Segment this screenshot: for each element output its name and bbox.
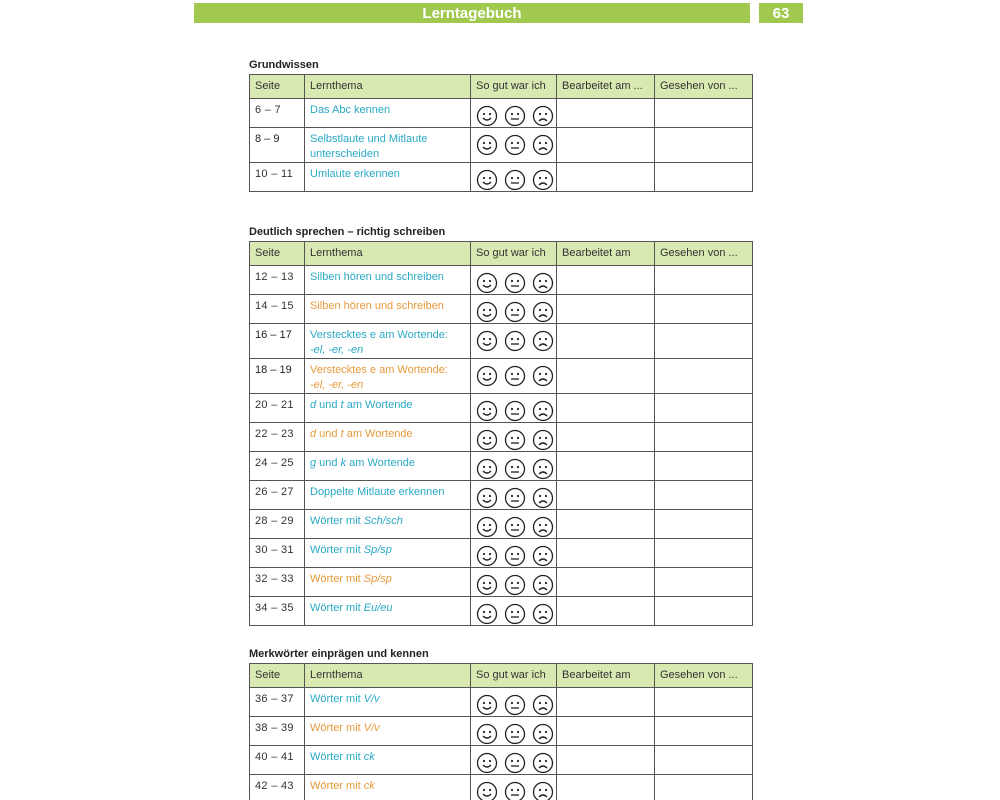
topic-cell: [305, 295, 471, 324]
page-range-cell: 12 – 13: [250, 266, 305, 295]
topic-suffixes: -el, -er, -en: [310, 379, 364, 391]
edited-date-cell[interactable]: [557, 266, 655, 295]
happy-face-icon[interactable]: [476, 272, 498, 294]
seen-by-cell[interactable]: [655, 510, 753, 539]
column-header: Gesehen von ...: [655, 75, 753, 99]
seen-by-cell[interactable]: [655, 688, 753, 717]
rating-cell: [471, 481, 557, 510]
neutral-face-icon[interactable]: [504, 169, 526, 191]
topic-cell: [305, 481, 471, 510]
page-number-badge: [759, 3, 803, 23]
seen-by-cell[interactable]: [655, 394, 753, 423]
rating-cell: [471, 717, 557, 746]
topic-emphasis: V/v: [363, 693, 380, 705]
seen-by-cell[interactable]: [655, 539, 753, 568]
table-row: [250, 394, 753, 423]
topic-letter: t: [340, 399, 344, 411]
topic-cell: [305, 717, 471, 746]
section-merkwoerter: [249, 647, 752, 800]
page-range-cell: 40 – 41: [250, 746, 305, 775]
edited-date-cell[interactable]: [557, 128, 655, 163]
seen-by-cell[interactable]: [655, 295, 753, 324]
sad-face-icon[interactable]: [532, 429, 554, 451]
rating-cell: [471, 324, 557, 359]
seen-by-cell[interactable]: [655, 99, 753, 128]
happy-face-icon[interactable]: [476, 301, 498, 323]
topic-letter: d: [310, 399, 317, 411]
rating-cell: [471, 510, 557, 539]
table-row: [250, 510, 753, 539]
seen-by-cell[interactable]: [655, 597, 753, 626]
edited-date-cell[interactable]: [557, 481, 655, 510]
seen-by-cell[interactable]: [655, 266, 753, 295]
table-row: [250, 568, 753, 597]
rating-cell: [471, 688, 557, 717]
edited-date-cell[interactable]: [557, 539, 655, 568]
learning-table: [249, 74, 753, 192]
seen-by-cell[interactable]: [655, 163, 753, 192]
table-row: [250, 539, 753, 568]
table-row: [250, 597, 753, 626]
sad-face-icon[interactable]: [532, 723, 554, 745]
rating-cell: [471, 359, 557, 394]
seen-by-cell[interactable]: [655, 128, 753, 163]
neutral-face-icon[interactable]: [504, 301, 526, 323]
topic-text: am Wortende: [343, 428, 413, 440]
topic-text: am Wortende: [346, 457, 415, 469]
table-row: [250, 99, 753, 128]
topic-suffixes: -el, -er, -en: [310, 344, 364, 356]
topic-cell: [305, 510, 471, 539]
column-header: So gut war ich: [471, 242, 557, 266]
topic-cell: [305, 266, 471, 295]
neutral-face-icon[interactable]: [504, 272, 526, 294]
rating-cell: [471, 295, 557, 324]
edited-date-cell[interactable]: [557, 568, 655, 597]
neutral-face-icon[interactable]: [504, 574, 526, 596]
seen-by-cell[interactable]: [655, 359, 753, 394]
column-header: Lernthema: [305, 75, 471, 99]
topic-emphasis: V/v: [363, 722, 380, 734]
section-title: Merkwörter einprägen und kennen: [249, 648, 429, 660]
seen-by-cell[interactable]: [655, 324, 753, 359]
page-range-cell: 28 – 29: [250, 510, 305, 539]
seen-by-cell[interactable]: [655, 775, 753, 800]
section-grundwissen: [249, 58, 752, 192]
edited-date-cell[interactable]: [557, 324, 655, 359]
topic-cell: [305, 324, 471, 359]
table-row: [250, 688, 753, 717]
topic-text: Silben hören und schreiben: [310, 300, 444, 312]
topic-letter: k: [340, 457, 347, 469]
topic-cell: [305, 688, 471, 717]
page-range-cell: 10 – 11: [250, 163, 305, 192]
happy-face-icon[interactable]: [476, 545, 498, 567]
page-range-cell: 26 – 27: [250, 481, 305, 510]
topic-text: Verstecktes e am Wortende:: [310, 364, 448, 376]
edited-date-cell[interactable]: [557, 597, 655, 626]
neutral-face-icon[interactable]: [504, 723, 526, 745]
rating-cell: [471, 423, 557, 452]
page-range-cell: 24 – 25: [250, 452, 305, 481]
page-range-cell: 38 – 39: [250, 717, 305, 746]
neutral-face-icon[interactable]: [504, 781, 526, 800]
page-range-cell: 36 – 37: [250, 688, 305, 717]
sad-face-icon[interactable]: [532, 781, 554, 800]
edited-date-cell[interactable]: [557, 452, 655, 481]
page-range-cell: 14 – 15: [250, 295, 305, 324]
neutral-face-icon[interactable]: [504, 458, 526, 480]
happy-face-icon[interactable]: [476, 105, 498, 127]
topic-text: Wörter mit: [310, 722, 364, 734]
topic-emphasis: ck: [363, 751, 375, 763]
table-row: [250, 359, 753, 394]
happy-face-icon[interactable]: [476, 169, 498, 191]
page-range-cell: 20 – 21: [250, 394, 305, 423]
topic-text: Doppelte Mitlaute erkennen: [310, 486, 445, 498]
topic-text: Wörter mit: [310, 751, 364, 763]
happy-face-icon[interactable]: [476, 752, 498, 774]
page-range-cell: 8 – 9: [250, 128, 305, 163]
happy-face-icon[interactable]: [476, 603, 498, 625]
table-row: [250, 775, 753, 800]
topic-text: Wörter mit: [310, 573, 364, 585]
topic-text: am Wortende: [343, 399, 413, 411]
neutral-face-icon[interactable]: [504, 429, 526, 451]
table-row: [250, 163, 753, 192]
topic-cell: [305, 775, 471, 800]
seen-by-cell[interactable]: [655, 423, 753, 452]
learning-table: [249, 663, 753, 800]
seen-by-cell[interactable]: [655, 481, 753, 510]
topic-text: Wörter mit: [310, 602, 364, 614]
neutral-face-icon[interactable]: [504, 400, 526, 422]
seen-by-cell[interactable]: [655, 568, 753, 597]
column-header: Bearbeitet am ...: [557, 75, 655, 99]
edited-date-cell[interactable]: [557, 359, 655, 394]
topic-text: Wörter mit: [310, 693, 364, 705]
sad-face-icon[interactable]: [532, 603, 554, 625]
sad-face-icon[interactable]: [532, 458, 554, 480]
topic-cell: [305, 394, 471, 423]
neutral-face-icon[interactable]: [504, 603, 526, 625]
rating-cell: [471, 746, 557, 775]
neutral-face-icon[interactable]: [504, 545, 526, 567]
rating-cell: [471, 394, 557, 423]
happy-face-icon[interactable]: [476, 400, 498, 422]
page-range-cell: 18 – 19: [250, 359, 305, 394]
edited-date-cell[interactable]: [557, 163, 655, 192]
topic-cell: [305, 423, 471, 452]
happy-face-icon[interactable]: [476, 781, 498, 800]
column-header: Lernthema: [305, 242, 471, 266]
sad-face-icon[interactable]: [532, 134, 554, 156]
column-header: Seite: [250, 664, 305, 688]
topic-text: und: [316, 457, 341, 469]
sad-face-icon[interactable]: [532, 574, 554, 596]
happy-face-icon[interactable]: [476, 134, 498, 156]
section-deutlich-sprechen: [249, 225, 752, 626]
rating-cell: [471, 266, 557, 295]
page-range-cell: 34 – 35: [250, 597, 305, 626]
topic-cell: [305, 452, 471, 481]
neutral-face-icon[interactable]: [504, 105, 526, 127]
neutral-face-icon[interactable]: [504, 752, 526, 774]
page-range-cell: 6 – 7: [250, 99, 305, 128]
rating-cell: [471, 128, 557, 163]
happy-face-icon[interactable]: [476, 429, 498, 451]
column-header: So gut war ich: [471, 664, 557, 688]
table-header-row: [250, 664, 753, 688]
topic-letter: d: [310, 428, 317, 440]
topic-cell: [305, 163, 471, 192]
sad-face-icon[interactable]: [532, 272, 554, 294]
topic-text: Selbstlaute und Mitlaute unterscheiden: [310, 133, 428, 160]
topic-cell: [305, 99, 471, 128]
sad-face-icon[interactable]: [532, 365, 554, 387]
topic-cell: [305, 128, 471, 163]
table-row: [250, 452, 753, 481]
rating-cell: [471, 597, 557, 626]
topic-text: Wörter mit: [310, 544, 364, 556]
page-range-cell: 22 – 23: [250, 423, 305, 452]
edited-date-cell[interactable]: [557, 717, 655, 746]
table-row: [250, 295, 753, 324]
topic-text: Verstecktes e am Wortende:: [310, 329, 448, 341]
column-header: Seite: [250, 75, 305, 99]
table-row: [250, 266, 753, 295]
happy-face-icon[interactable]: [476, 487, 498, 509]
rating-cell: [471, 452, 557, 481]
seen-by-cell[interactable]: [655, 746, 753, 775]
happy-face-icon[interactable]: [476, 330, 498, 352]
column-header: So gut war ich: [471, 75, 557, 99]
column-header: Gesehen von ...: [655, 242, 753, 266]
sad-face-icon[interactable]: [532, 169, 554, 191]
edited-date-cell[interactable]: [557, 688, 655, 717]
section-title: Grundwissen: [249, 59, 319, 71]
topic-cell: [305, 539, 471, 568]
topic-emphasis: Sch/sch: [363, 515, 403, 527]
seen-by-cell[interactable]: [655, 717, 753, 746]
topic-text: Wörter mit: [310, 780, 364, 792]
topic-text: Umlaute erkennen: [310, 168, 400, 180]
header-title-bar: [194, 3, 750, 23]
section-title: Deutlich sprechen – richtig schreiben: [249, 226, 446, 238]
sad-face-icon[interactable]: [532, 487, 554, 509]
topic-emphasis: Sp/sp: [363, 573, 392, 585]
edited-date-cell[interactable]: [557, 295, 655, 324]
sad-face-icon[interactable]: [532, 545, 554, 567]
edited-date-cell[interactable]: [557, 775, 655, 800]
happy-face-icon[interactable]: [476, 365, 498, 387]
table-row: [250, 717, 753, 746]
seen-by-cell[interactable]: [655, 452, 753, 481]
column-header: Lernthema: [305, 664, 471, 688]
table-header-row: [250, 242, 753, 266]
topic-letter: g: [310, 457, 317, 469]
table-row: [250, 746, 753, 775]
sad-face-icon[interactable]: [532, 516, 554, 538]
neutral-face-icon[interactable]: [504, 365, 526, 387]
topic-text: Wörter mit: [310, 515, 364, 527]
table-row: [250, 481, 753, 510]
page-range-cell: 16 – 17: [250, 324, 305, 359]
neutral-face-icon[interactable]: [504, 516, 526, 538]
rating-cell: [471, 539, 557, 568]
table-row: [250, 324, 753, 359]
sad-face-icon[interactable]: [532, 330, 554, 352]
rating-cell: [471, 775, 557, 800]
topic-cell: [305, 359, 471, 394]
topic-text: Das Abc kennen: [310, 104, 391, 116]
column-header: Bearbeitet am: [557, 242, 655, 266]
happy-face-icon[interactable]: [476, 723, 498, 745]
table-row: [250, 128, 753, 163]
topic-emphasis: Eu/eu: [363, 602, 393, 614]
column-header: Bearbeitet am: [557, 664, 655, 688]
page-range-cell: 30 – 31: [250, 539, 305, 568]
happy-face-icon[interactable]: [476, 574, 498, 596]
topic-text: und: [316, 428, 341, 440]
page-number: 63: [772, 4, 790, 22]
table-row: [250, 423, 753, 452]
topic-cell: [305, 568, 471, 597]
sad-face-icon[interactable]: [532, 752, 554, 774]
edited-date-cell[interactable]: [557, 394, 655, 423]
sad-face-icon[interactable]: [532, 694, 554, 716]
rating-cell: [471, 99, 557, 128]
neutral-face-icon[interactable]: [504, 330, 526, 352]
sad-face-icon[interactable]: [532, 400, 554, 422]
topic-cell: [305, 746, 471, 775]
sad-face-icon[interactable]: [532, 301, 554, 323]
neutral-face-icon[interactable]: [504, 694, 526, 716]
edited-date-cell[interactable]: [557, 510, 655, 539]
neutral-face-icon[interactable]: [504, 134, 526, 156]
topic-text: Silben hören und schreiben: [310, 271, 444, 283]
edited-date-cell[interactable]: [557, 99, 655, 128]
edited-date-cell[interactable]: [557, 423, 655, 452]
table-header-row: [250, 75, 753, 99]
topic-letter: t: [340, 428, 344, 440]
topic-emphasis: Sp/sp: [363, 544, 392, 556]
neutral-face-icon[interactable]: [504, 487, 526, 509]
edited-date-cell[interactable]: [557, 746, 655, 775]
topic-text: und: [316, 399, 341, 411]
rating-cell: [471, 163, 557, 192]
learning-table: [249, 241, 753, 626]
column-header: Seite: [250, 242, 305, 266]
rating-cell: [471, 568, 557, 597]
sad-face-icon[interactable]: [532, 105, 554, 127]
happy-face-icon[interactable]: [476, 694, 498, 716]
page-range-cell: 32 – 33: [250, 568, 305, 597]
topic-cell: [305, 597, 471, 626]
page-title: Lerntagebuch: [422, 4, 522, 22]
happy-face-icon[interactable]: [476, 516, 498, 538]
topic-emphasis: ck: [363, 780, 375, 792]
column-header: Gesehen von ...: [655, 664, 753, 688]
page-range-cell: 42 – 43: [250, 775, 305, 800]
happy-face-icon[interactable]: [476, 458, 498, 480]
